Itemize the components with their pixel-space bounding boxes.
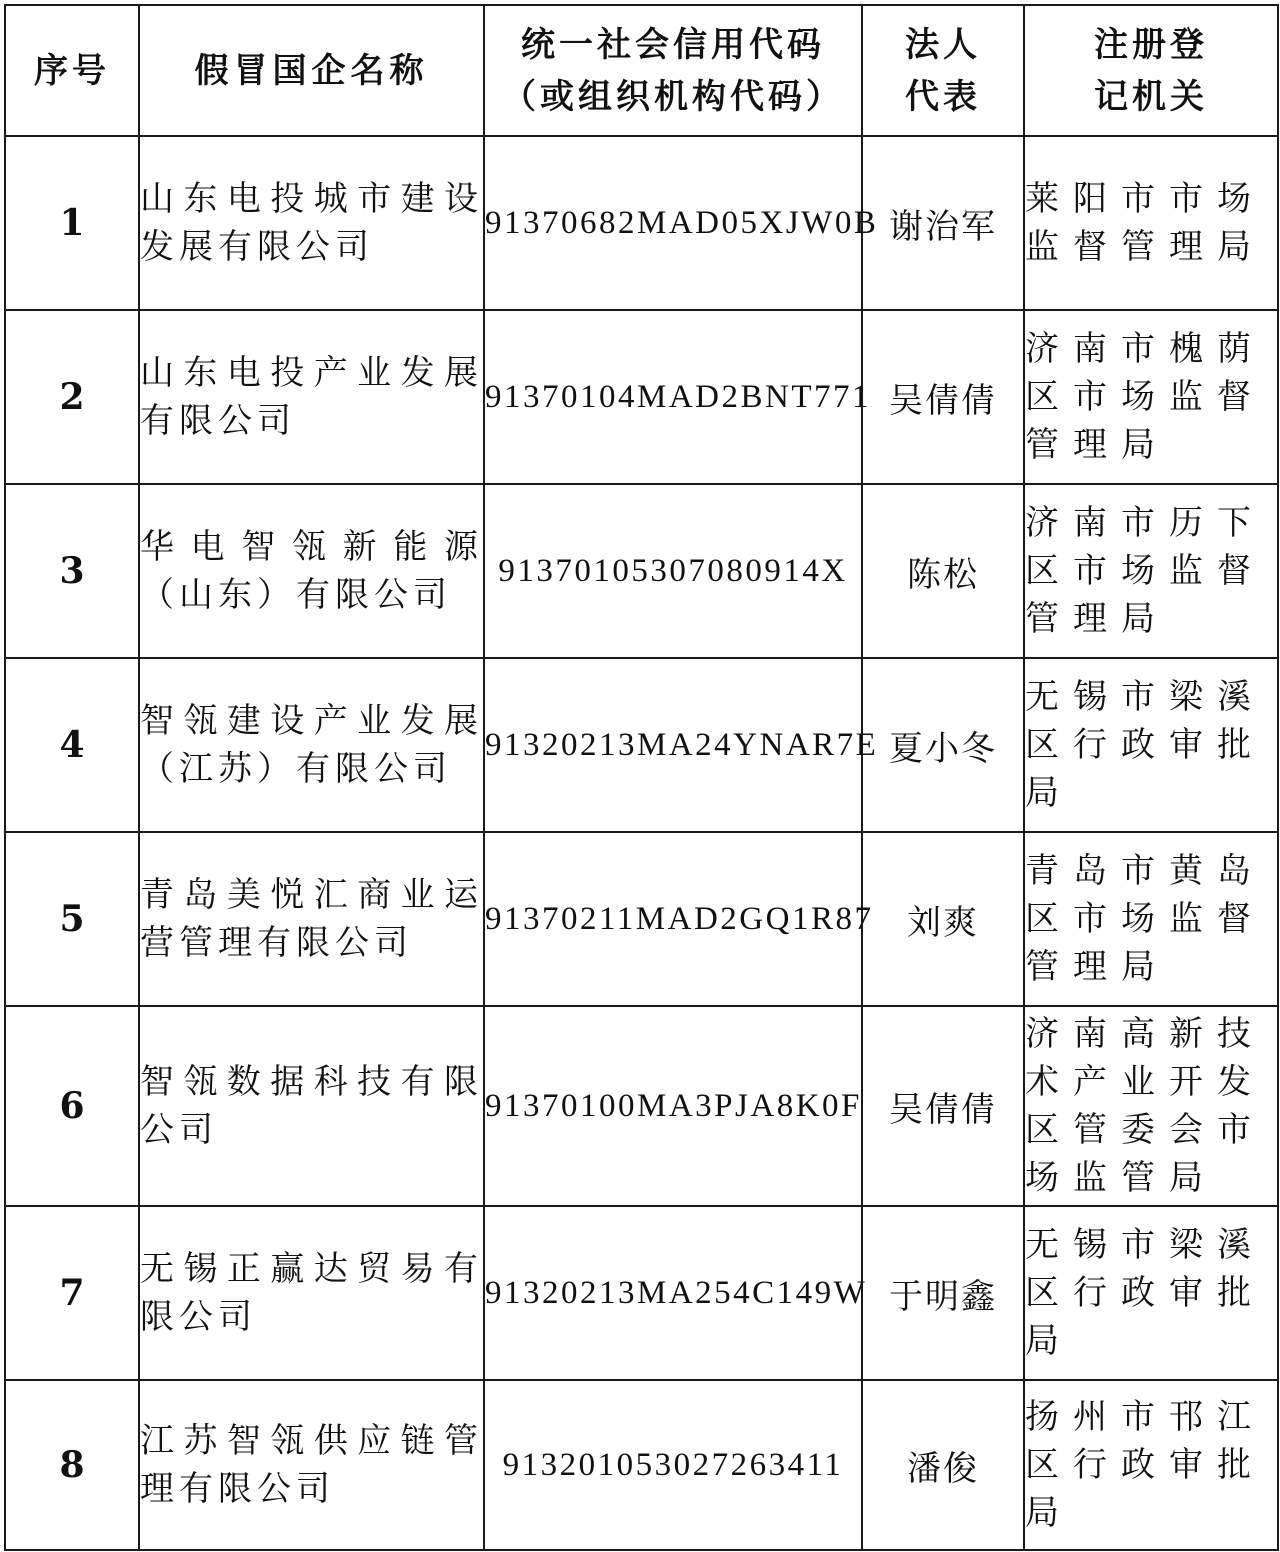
counterfeit-soe-table	[4, 4, 1279, 1551]
header-legal-representative	[862, 5, 1024, 136]
header-company-name: 假冒国企名称	[139, 5, 484, 136]
legal-representative: 吴倩倩	[862, 1006, 1024, 1206]
table-row	[5, 136, 1278, 310]
row-index: 2	[5, 310, 139, 484]
registration-authority: 济南市槐荫区市场监督管理局	[1024, 310, 1278, 484]
header-rep-line2: 代表	[905, 76, 981, 117]
credit-code: 91320105302726341​1	[484, 1380, 862, 1550]
table-row	[5, 310, 1278, 484]
row-index: 1	[5, 136, 139, 310]
legal-representative: 夏小冬	[862, 658, 1024, 832]
credit-code: 91370211MAD2GQ1R87	[484, 832, 862, 1006]
header-registration-authority	[1024, 5, 1278, 136]
row-index: 8	[5, 1380, 139, 1550]
legal-representative: 吴倩倩	[862, 310, 1024, 484]
row-index: 3	[5, 484, 139, 658]
table-row	[5, 832, 1278, 1006]
registration-authority: 扬州市邗江区行政审批局	[1024, 1380, 1278, 1550]
registration-authority: 济南市历下区市场监督管理局	[1024, 484, 1278, 658]
header-index: 序号	[5, 5, 139, 136]
registration-authority: 无锡市梁溪区行政审批局	[1024, 1206, 1278, 1380]
company-name: 无锡正赢达贸易有限公司	[139, 1206, 484, 1380]
row-index: 5	[5, 832, 139, 1006]
company-name: 山东电投城市建设发展有限公司	[139, 136, 484, 310]
credit-code: 91370105307080914X	[484, 484, 862, 658]
row-index: 7	[5, 1206, 139, 1380]
legal-representative: 陈松	[862, 484, 1024, 658]
company-name: 华电智瓴新能源（山东）有限公司	[139, 484, 484, 658]
header-rep-line1: 法人	[905, 24, 981, 65]
header-credit-code-line2: （或组织机构代码）	[502, 76, 844, 117]
table-row	[5, 484, 1278, 658]
legal-representative: 于明鑫	[862, 1206, 1024, 1380]
table-row	[5, 658, 1278, 832]
credit-code: 91320213MA24YNAR7E	[484, 658, 862, 832]
legal-representative: 谢治军	[862, 136, 1024, 310]
credit-code: 91370100MA3PJA8K0F	[484, 1006, 862, 1206]
table-row	[5, 1006, 1278, 1206]
registration-authority: 无锡市梁溪区行政审批局	[1024, 658, 1278, 832]
credit-code: 91370104MAD2BNT771	[484, 310, 862, 484]
header-credit-code-line1: 统一社会信用代码	[521, 24, 825, 65]
legal-representative: 刘爽	[862, 832, 1024, 1006]
company-name: 山东电投产业发展有限公司	[139, 310, 484, 484]
registration-authority: 莱阳市市场监督管理局	[1024, 136, 1278, 310]
row-index: 6	[5, 1006, 139, 1206]
header-auth-line1: 注册登	[1094, 24, 1208, 65]
header-auth-line2: 记机关	[1094, 76, 1208, 117]
company-name: 智瓴数据科技有限公司	[139, 1006, 484, 1206]
row-index: 4	[5, 658, 139, 832]
table-row	[5, 1206, 1278, 1380]
credit-code: 91320213MA254C149W	[484, 1206, 862, 1380]
legal-representative: 潘俊	[862, 1380, 1024, 1550]
credit-code: 91370682MAD05XJW0B	[484, 136, 862, 310]
registration-authority: 青岛市黄岛区市场监督管理局	[1024, 832, 1278, 1006]
company-name: 青岛美悦汇商业运营管理有限公司	[139, 832, 484, 1006]
header-credit-code	[484, 5, 862, 136]
table-header-row	[5, 5, 1278, 136]
company-name: 智瓴建设产业发展（江苏）有限公司	[139, 658, 484, 832]
table-row	[5, 1380, 1278, 1550]
company-name: 江苏智瓴供应链管理有限公司	[139, 1380, 484, 1550]
registration-authority: 济南高新技术产业开发区管委会市场监管局	[1024, 1006, 1278, 1206]
